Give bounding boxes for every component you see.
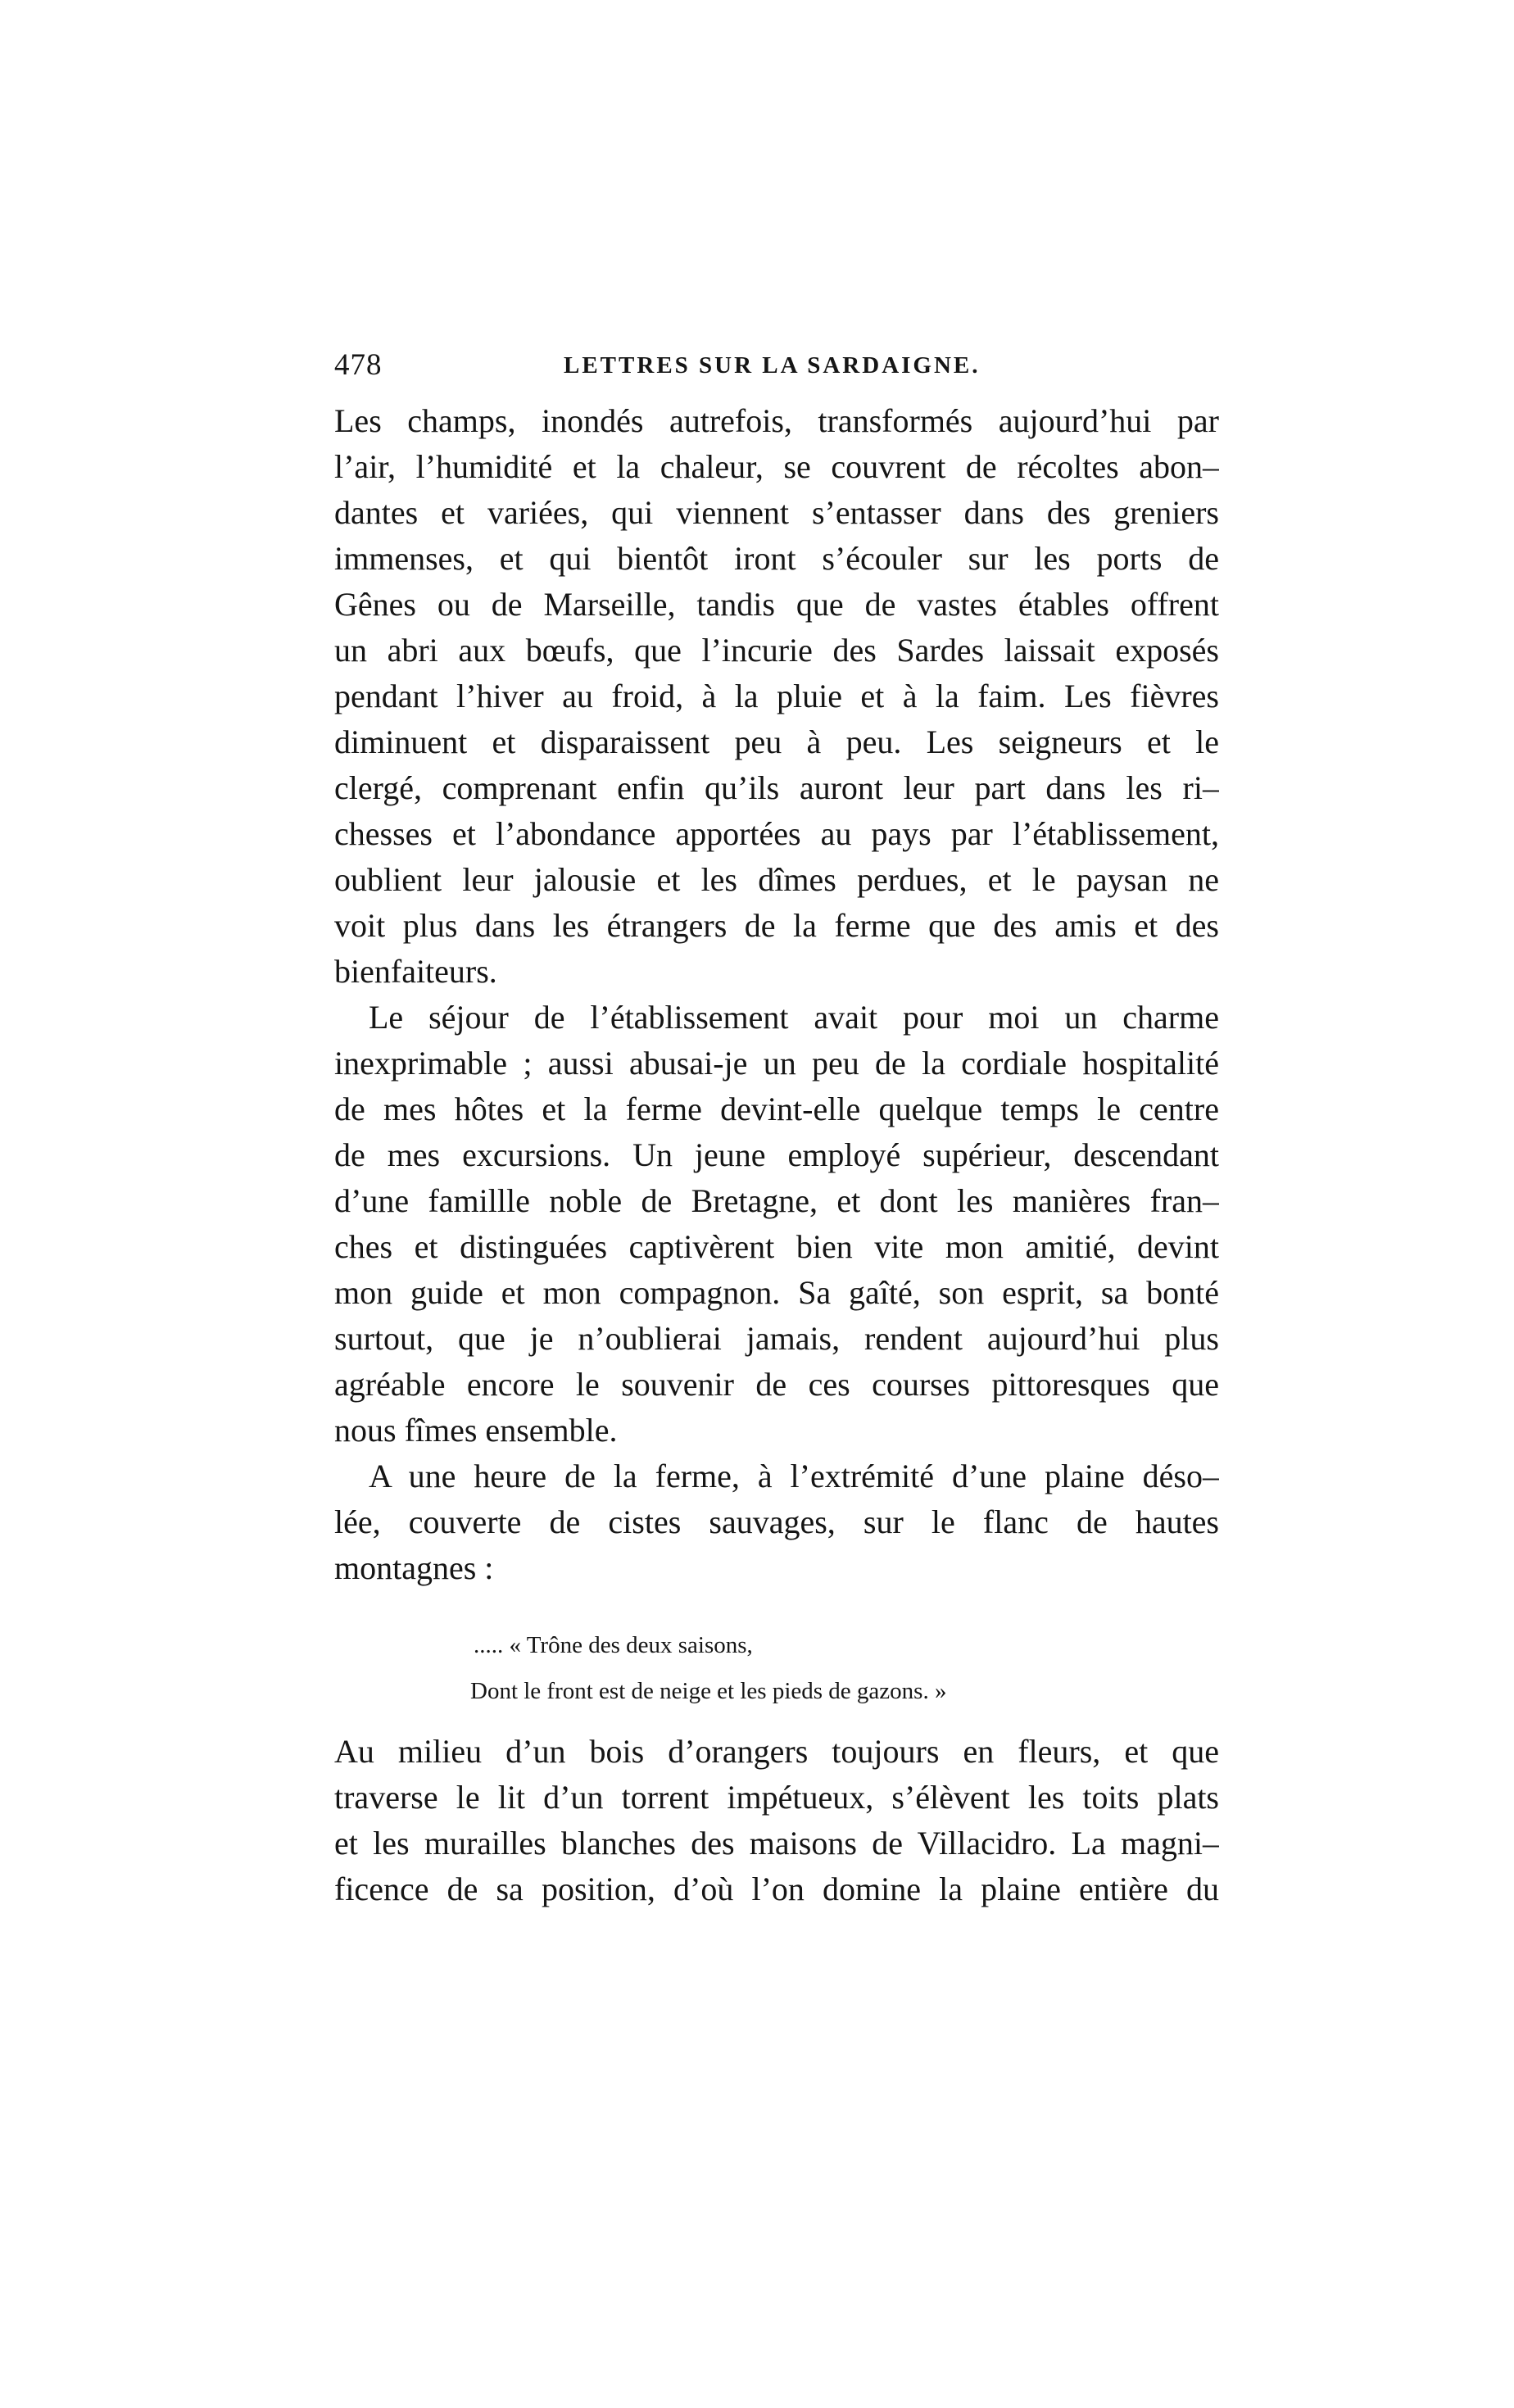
text-line: pendant l’hiver au froid, à la pluie et à la faim. Les fièvres <box>334 678 1219 714</box>
text-line: Au milieu d’un bois d’orangers toujours en fleurs, et que <box>334 1733 1219 1770</box>
text-line: et les murailles blanches des maisons de Villacidro. La magni– <box>334 1825 1219 1862</box>
text-line: dantes et variées, qui viennent s’entasser dans des greniers <box>334 494 1219 531</box>
page-number: 478 <box>334 348 383 382</box>
closing-text <box>334 1729 1219 1912</box>
verse-quote <box>470 1622 1096 1714</box>
text-line: diminuent et disparaissent peu à peu. Les seigneurs et le <box>334 723 1219 760</box>
verse-line: Dont le front est de neige et les pieds de gazons. » <box>470 1678 947 1704</box>
running-title: LETTRES SUR LA SARDAIGNE. <box>564 352 981 379</box>
text-line: nous fîmes ensemble. <box>334 1412 618 1449</box>
text-line: l’air, l’humidité et la chaleur, se couvrent de récoltes abon– <box>334 448 1219 485</box>
text-line: voit plus dans les étrangers de la ferme que des amis et des <box>334 907 1219 944</box>
text-line: immenses, et qui bientôt iront s’écouler sur les ports de <box>334 540 1219 577</box>
text-line: d’une famillle noble de Bretagne, et dont les manières fran– <box>334 1182 1219 1219</box>
text-line: agréable encore le souvenir de ces courses pittoresques que <box>334 1366 1219 1403</box>
text-line: de mes hôtes et la ferme devint-elle quelque temps le centre <box>334 1091 1219 1127</box>
text-line: bienfaiteurs. <box>334 953 497 990</box>
text-line: Les champs, inondés autrefois, transformés aujourd’hui par <box>334 402 1219 439</box>
text-line: ches et distinguées captivèrent bien vite mon amitié, devint <box>334 1228 1219 1265</box>
verse-line: ..... « Trône des deux saisons, <box>474 1632 753 1658</box>
text-line: lée, couverte de cistes sauvages, sur le flanc de hautes <box>334 1503 1219 1540</box>
text-line: ficence de sa position, d’où l’on domine la plaine entière du <box>334 1871 1219 1907</box>
text-line: montagnes : <box>334 1549 494 1586</box>
text-line: oublient leur jalousie et les dîmes perdues, et le paysan ne <box>334 861 1219 898</box>
text-line: surtout, que je n’oublierai jamais, rendent aujourd’hui plus <box>334 1320 1219 1357</box>
text-line: A une heure de la ferme, à l’extrémité d’une plaine déso– <box>369 1458 1219 1494</box>
main-text <box>334 398 1219 1591</box>
text-line: Gênes ou de Marseille, tandis que de vastes étables offrent <box>334 586 1219 623</box>
text-line: mon guide et mon compagnon. Sa gaîté, son esprit, sa bonté <box>334 1274 1219 1311</box>
text-line: de mes excursions. Un jeune employé supérieur, descendant <box>334 1136 1219 1173</box>
text-line: chesses et l’abondance apportées au pays par l’établissement, <box>334 815 1219 852</box>
text-line: Le séjour de l’établissement avait pour moi un charme <box>369 999 1219 1036</box>
text-line: inexprimable ; aussi abusai-je un peu de la cordiale hospitalité <box>334 1045 1219 1082</box>
text-line: un abri aux bœufs, que l’incurie des Sardes laissait exposés <box>334 632 1219 669</box>
page-header <box>334 347 1219 393</box>
text-line: traverse le lit d’un torrent impétueux, s’élèvent les toits plats <box>334 1779 1219 1816</box>
text-line: clergé, comprenant enfin qu’ils auront leur part dans les ri– <box>334 769 1219 806</box>
